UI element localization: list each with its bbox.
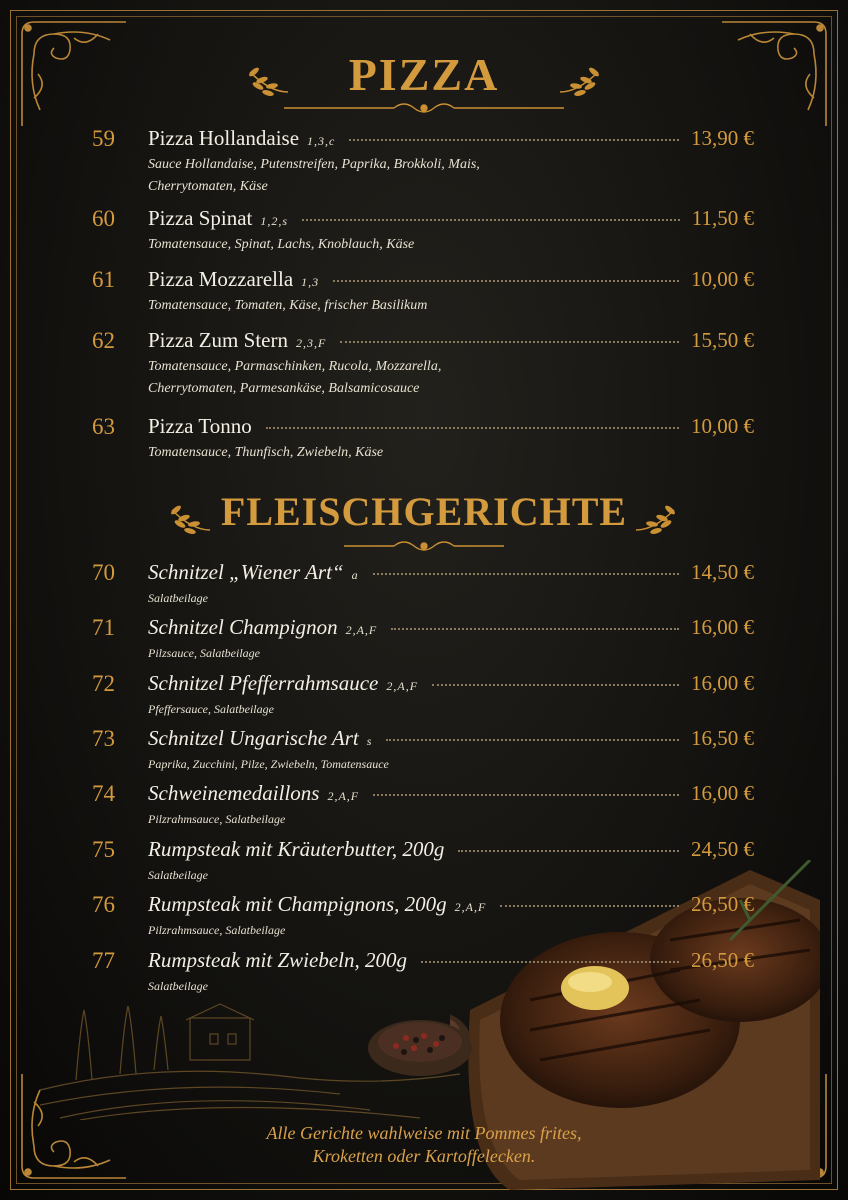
allergen-codes: 2,A,F bbox=[386, 679, 419, 693]
item-number: 70 bbox=[92, 560, 115, 585]
footer-note bbox=[0, 1122, 848, 1168]
description-line: Tomatensauce, Spinat, Lachs, Knoblauch, Käse bbox=[148, 237, 415, 252]
item-description: Salatbeilage bbox=[148, 868, 208, 882]
allergen-codes: s bbox=[366, 734, 373, 748]
item-name: Rumpsteak mit Champignons, 200g bbox=[148, 892, 447, 916]
dotted-leader bbox=[373, 573, 679, 575]
footer-line: Alle Gerichte wahlweise mit Pommes frites, bbox=[266, 1123, 582, 1143]
item-number: 74 bbox=[92, 781, 115, 806]
pepper-bowl-illustration bbox=[366, 1008, 474, 1078]
item-number: 61 bbox=[92, 267, 115, 292]
dotted-leader bbox=[386, 739, 679, 741]
dotted-leader bbox=[421, 961, 679, 963]
footer-line: Kroketten oder Kartoffelecken. bbox=[312, 1146, 536, 1166]
dotted-leader bbox=[500, 905, 679, 907]
item-name: Pizza Tonno bbox=[148, 414, 252, 438]
allergen-codes: 2,3,F bbox=[295, 336, 327, 350]
dotted-leader bbox=[391, 628, 679, 630]
item-name: Pizza Mozzarella bbox=[148, 267, 294, 291]
item-number: 62 bbox=[92, 328, 115, 353]
allergen-codes: 1,3,c bbox=[307, 134, 336, 148]
item-price: 16,00 € bbox=[691, 615, 754, 639]
laurel-icon bbox=[634, 500, 680, 536]
item-name: Pizza Hollandaise bbox=[148, 126, 300, 150]
allergen-codes: 2,A,F bbox=[454, 900, 487, 914]
item-description bbox=[148, 356, 588, 400]
item-name: Pizza Zum Stern bbox=[148, 328, 288, 352]
dotted-leader bbox=[333, 280, 679, 282]
item-price: 10,00 € bbox=[691, 267, 754, 291]
item-price: 14,50 € bbox=[691, 560, 754, 584]
item-name: Pizza Spinat bbox=[148, 206, 253, 230]
item-number: 75 bbox=[92, 837, 115, 862]
item-number: 76 bbox=[92, 892, 115, 917]
dotted-leader bbox=[349, 139, 679, 141]
item-number: 71 bbox=[92, 615, 115, 640]
allergen-codes: 1,2,s bbox=[260, 214, 289, 228]
item-price: 15,50 € bbox=[691, 328, 754, 352]
item-price: 13,90 € bbox=[691, 126, 754, 150]
item-name: Rumpsteak mit Kräuterbutter, 200g bbox=[148, 837, 445, 861]
description-line: Cherrytomaten, Parmesankäse, Balsamicosauce bbox=[148, 381, 420, 396]
item-number: 72 bbox=[92, 671, 115, 696]
item-description: Pfeffersauce, Salatbeilage bbox=[148, 702, 274, 716]
item-description bbox=[148, 154, 588, 198]
dotted-leader bbox=[432, 684, 679, 686]
dotted-leader bbox=[373, 794, 679, 796]
item-price: 16,00 € bbox=[691, 781, 754, 805]
item-name: Schnitzel Ungarische Art bbox=[148, 726, 359, 750]
item-description: Salatbeilage bbox=[148, 979, 208, 993]
dotted-leader bbox=[266, 427, 679, 429]
item-number: 59 bbox=[92, 126, 115, 151]
laurel-icon bbox=[558, 62, 604, 98]
item-description: Salatbeilage bbox=[148, 591, 208, 605]
item-price: 26,50 € bbox=[691, 948, 754, 972]
allergen-codes: 2,A,F bbox=[327, 789, 360, 803]
item-price: 24,50 € bbox=[691, 837, 754, 861]
item-name: Schweinemedaillons bbox=[148, 781, 320, 805]
item-description: Pilzrahmsauce, Salatbeilage bbox=[148, 812, 286, 826]
dotted-leader bbox=[458, 850, 679, 852]
item-name: Rumpsteak mit Zwiebeln, 200g bbox=[148, 948, 407, 972]
item-price: 16,00 € bbox=[691, 671, 754, 695]
item-name: Schnitzel Pfefferrahmsauce bbox=[148, 671, 379, 695]
item-name: Schnitzel Champignon bbox=[148, 615, 338, 639]
item-description: Paprika, Zucchini, Pilze, Zwiebeln, Tomatensauce bbox=[148, 757, 389, 771]
flourish-divider-icon bbox=[274, 98, 574, 118]
item-number: 77 bbox=[92, 948, 115, 973]
allergen-codes: 2,A,F bbox=[345, 623, 378, 637]
allergen-codes: 1,3 bbox=[301, 275, 320, 289]
item-description: Pilzsauce, Salatbeilage bbox=[148, 646, 260, 660]
item-price: 10,00 € bbox=[691, 414, 754, 438]
description-line: Tomatensauce, Tomaten, Käse, frischer Basilikum bbox=[148, 298, 428, 313]
item-price: 16,50 € bbox=[691, 726, 754, 750]
item-description bbox=[148, 295, 588, 317]
item-number: 63 bbox=[92, 414, 115, 439]
item-description bbox=[148, 442, 588, 464]
description-line: Tomatensauce, Parmaschinken, Rucola, Mozzarella, bbox=[148, 359, 442, 374]
fleischgerichte-section-title: FLEISCHGERICHTE bbox=[220, 489, 628, 534]
item-price: 11,50 € bbox=[691, 206, 754, 230]
pizza-section-title: PIZZA bbox=[348, 49, 500, 100]
description-line: Sauce Hollandaise, Putenstreifen, Paprika, Brokkoli, Mais, bbox=[148, 157, 480, 172]
item-price: 26,50 € bbox=[691, 892, 754, 916]
description-line: Cherrytomaten, Käse bbox=[148, 179, 268, 194]
item-description: Pilzrahmsauce, Salatbeilage bbox=[148, 923, 286, 937]
allergen-codes: a bbox=[351, 568, 359, 582]
item-number: 60 bbox=[92, 206, 115, 231]
dotted-leader bbox=[340, 341, 679, 343]
flourish-divider-icon bbox=[274, 536, 574, 556]
item-name: Schnitzel „Wiener Art“ bbox=[148, 560, 344, 584]
item-number: 73 bbox=[92, 726, 115, 751]
item-description bbox=[148, 234, 588, 256]
dotted-leader bbox=[302, 219, 680, 221]
description-line: Tomatensauce, Thunfisch, Zwiebeln, Käse bbox=[148, 445, 384, 460]
